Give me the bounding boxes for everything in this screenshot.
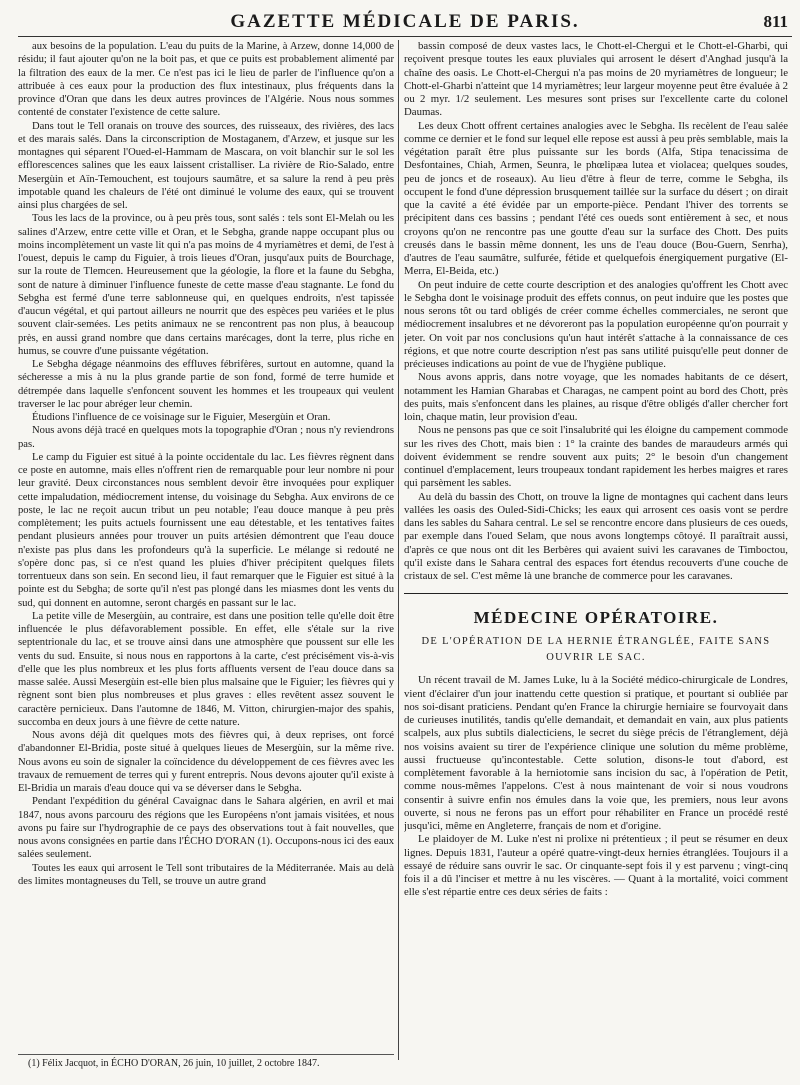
- journal-title: GAZETTE MÉDICALE DE PARIS.: [230, 11, 580, 32]
- paragraph: Le camp du Figuier est situé à la pointe occidentale du lac. Les fièvres règnent dans ce poste en automne, mais elles n'offrent rien de remarquable pour leur nombre ni pour leur gravité. Deux circonstances nous semblent devoir être invoquées pour expliquer cette impaludation, médiocrement intense, du voisinage du Sebgha. Aux environs de ce poste, le lac ne reçoit aucun tribut un peu notable; l'eau douce manque à peu près complètement; les puits actuels fournissent une eau détestable, et les tentatives faites pendant plusieurs années pour trouver un puits artésien démontrent que l'eau douce n'existe pas plus dans les profondeurs qu'à la superficie. Le mélange si redouté ne s'opère donc pas, si ce n'est quand les pluies d'hiver précipitent quelques filets torrentueux dans son sein. En second lieu, il faut remarquer que le Figuier est situé à la pointe est du Sebgha; de sorte qu'il n'est pas plongé dans les miasmes dont les vents du sud, qui donnent en automne, seront chargés en passant sur le lac.: [18, 451, 394, 609]
- paragraph: On peut induire de cette courte description et des analogies qu'offrent les Chott avec le Sebgha dont le voisinage produit des effets connus, on peut induire que les postes que nous serons tôt ou tard obligés de créer comme échelles commerciales, ne seront que médiocrement insalubres et ne dévoreront pas la population européenne qu'on pourrait y jeter. On voit par nos conclusions qu'un haut intérêt s'attache à la connaissance de ces régions, et que notre courte description n'est pas sans utilité puisqu'elle peut donner de précieuses indications au point de vue de l'hygiène publique.: [404, 278, 788, 370]
- paragraph: Nous avons déjà dit quelques mots des fièvres qui, à deux reprises, ont forcé d'abandonner El-Bridia, poste situé à quelques lieues de Mesergùin, sur la même rive. Nous avons eu soin de signaler la coïncidence du développement de ces fièvres avec les travaux de remuement de terres qui y furent entrepris. Nous devons ajouter qu'il existe à El-Bridia un marais d'eau douce qui va se déverser dans le Sebgha.: [18, 730, 394, 794]
- paragraph: Étudions l'influence de ce voisinage sur le Figuier, Mesergùin et Oran.: [32, 412, 331, 423]
- paragraph: Dans tout le Tell oranais on trouve des sources, des ruisseaux, des rivières, des lacs et des marais salés. Dans la circonscription de Mostaganem, d'Arzew, et jusque sur les montagnes qui séparent l'Oued-el-Hammam de Mascara, on voit blanchir sur le sol les efflorescences salines que les eaux laissent cristalliser. La rivière de Rio-Salado, entre Mesergùin et Aïn-Temouchent, est toujours saumâtre, et sa salure la rend à peu près impotable quand les chaleurs de l'été ont diminué le volume des eaux, qui se trouvent ainsi plus chargées de sel.: [18, 120, 394, 211]
- paragraph: Les deux Chott offrent certaines analogies avec le Sebgha. Ils recèlent de l'eau salée comme ce dernier et le fond sur lequel elle repose est aussi à peu près semblable, mais la végétation paraît être plus puissante sur les bords (Alfa, Stipa tenacissima de Desfontaines, Chiah, Armen, Seunra, le phœlipæa lutea et violacea; quelques soudes, peu de joncs et de roseaux). Au lieu d'être à fleur de terre, comme le Sebgha, ils occupent le fond d'une dépression brusquement taillée sur la surface du désert ; on dirait que la cavité a été évidée par un emporte-pièce. Pendant l'hiver des torrents se précipitent dans ces bassins ; pendant l'été ces oueds sont entièrement à sec, et nous croyons qu'on ne rencontre pas une goutte d'eau sur la surface des Chott. Des puits creusés dans le bassin même donnent, les uns de l'eau douce (Bou-Guern, Senrha), d'autres de l'eau saumâtre, sulfurée, fétide et quelquefois énergiquement purgative (El-Merra, El-Beida, etc.): [404, 119, 788, 278]
- paragraph: Nous avons déjà tracé en quelques mots la topographie d'Oran ; nous n'y reviendrons pas.: [18, 425, 394, 450]
- right-column: [404, 40, 788, 1070]
- page-header: [18, 0, 792, 37]
- section-title: MÉDECINE OPÉRATOIRE.: [473, 608, 719, 628]
- paragraph: Tous les lacs de la province, ou à peu près tous, sont salés : tels sont El-Melah ou les salines d'Arzew, entre cette ville et Oran, et le Sebgha, grande nappe occupant plus ou moins incomplètement un vaste lit qui n'a pas moins de 4 myriamètres et demi, de l'est à l'ouest, depuis le camp du Figuier, à trois lieues d'Oran, jusqu'aux puits de Bourchage, sur la route de Tlemcen. Heureusement que la géologie, la flore et la faune du Sebgha, sont de nature à diminuer l'influence funeste de cette masse d'eau stagnante. Le fond du Sebgha est fermé d'une terre sablonneuse qui, en quelques endroits, n'est tapissée d'aucun végétal, et qui partout ailleurs ne nourrit que des espèces peu variées et le plus souvent clair-semées. Les petits animaux ne se rencontrent pas non plus, à beaucoup près, en aussi grand nombre que dans certains marécages, dont la terre, plus riche en humus, se couvre d'une puissante végétation.: [18, 213, 394, 357]
- section-rule: [404, 593, 788, 594]
- left-column-body: [18, 40, 394, 1048]
- paragraph: Pendant l'expédition du général Cavaignac dans le Sahara algérien, en avril et mai 1847, nous avons parcouru des régions que les Européens n'ont jamais visitées, et nous avons pu faire sur l'hydrographie de ce pays des observations tout à fait nouvelles, que nous avons consignées en partie dans l'ÉCHO D'ORAN (1). Occupons-nous ici des eaux salées seulement.: [18, 796, 394, 861]
- left-column: [18, 40, 394, 1070]
- paragraph: Nous avons appris, dans notre voyage, que les nomades habitants de ce désert, notamment les Hamian Gharabas et Charagas, ne campent point au bord des Chott, près des puits, mais s'enfoncent dans les plaines, au risque d'être obligés d'aller chercher fort loin, chaque matin, leur provision d'eau.: [404, 371, 788, 423]
- columns: [18, 40, 792, 1070]
- paragraph: aux besoins de la population. L'eau du puits de la Marine, à Arzew, donne 14,000 de résidu; il faut ajouter qu'on ne la boit pas, et que ce puits est probablement alimenté par la filtration des eaux de la mer. Ce n'est pas ici le lieu de parler de l'influence qu'on a attribuée à ces eaux pour la production des flux intestinaux, plus fréquents dans la province d'Oran que dans les deux autres provinces de l'Algérie. Nous nous sommes contenté de constater l'existence de cette salure.: [18, 41, 394, 119]
- footnote: (1) Félix Jacquot, in ÉCHO D'ORAN, 26 juin, 10 juillet, 2 octobre 1847.: [18, 1054, 394, 1070]
- column-divider: [398, 40, 399, 1060]
- paragraph: Le Sebgha dégage néanmoins des effluves fébrifères, surtout en automne, quand la sécheresse a mis à nu la plus grande partie de son fond, formé de terre humide et détrempée dans laquelle s'enfoncent souvent les hommes et les troupeaux qui veulent traverser le lac pour abréger leur chemin.: [18, 359, 394, 410]
- paragraph: Toutes les eaux qui arrosent le Tell sont tributaires de la Méditerranée. Mais au delà des limites montagneuses du Tell, se trouve un autre grand: [18, 862, 394, 887]
- paragraph: Le plaidoyer de M. Luke n'est ni prolixe ni prétentieux ; il peut se résumer en deux lignes. Depuis 1831, l'auteur a opéré quatre-vingt-deux hernies étranglées. Toujours il a essayé de réduire sans ouvrir le sac. Or cinquante-sept fois il y est parvenu ; vingt-cinq fois il a dû l'inciser et mettre à nu les viscères. — Quant à la mortalité, voici comment elle s'est répartie entre ces deux séries de faits :: [404, 833, 788, 899]
- article-title: DE L'OPÉRATION DE LA HERNIE ÉTRANGLÉE, FAITE SANS OUVRIR LE SAC.: [421, 636, 771, 664]
- paragraph: La petite ville de Mesergùin, au contraire, est dans une position telle qu'elle doit être influencée le plus défavorablement possible. En effet, elle s'étale sur la rive septentrionale du lac, et se trouve ainsi dans une atmosphère que poussent sur elle les vents du sud. Ensuite, si nous nous en rapportons à la carte, c'est précisément vis-à-vis d'elle que les plus nombreux et les plus forts affluents versent de l'eau douce dans sa masse salée. Aussi Mesergùin est-elle bien plus malsaine que le Figuier; les fièvres qui y règnent sont bien plus nombreuses et plus graves : elles revêtent assez souvent le caractère pernicieux. Dans l'automne de 1846, M. Vitton, chirurgien-major des spahis, succomba en deux jours à une fièvre de cette nature.: [18, 610, 394, 728]
- paragraph: Au delà du bassin des Chott, on trouve la ligne de montagnes qui cachent dans leurs vallées les oasis des Ouled-Sidi-Chicks; les eaux qui arrosent ces oasis vont se perdre dans les sables du Sahara central. Le sel se rencontre encore dans plusieurs de ces oueds, par exemple dans l'oued Selam, que nous avons longtemps côtoyé. Il paraîtrait aussi, d'après ce que nous ont dit les Berbères qui avaient suivi les caravanes de Timboctou, qu'il existe dans le Sahara central des espaces fort étendus recouverts d'une couche de cristaux de sel. C'est même là une branche de commerce pour les caravanes.: [404, 490, 788, 582]
- paragraph: Nous ne pensons pas que ce soit l'insalubrité qui les éloigne du campement commode sur les rives des Chott, mais bien : 1° la crainte des bandes de maraudeurs armés qui doivent évidemment se rendre souvent aux puits; 2° le besoin d'un changement continuel d'emplacement, leurs troupeaux tondant rapidement les herbes maigres et rares qui parsèment les sables.: [404, 424, 788, 490]
- paragraph: bassin composé de deux vastes lacs, le Chott-el-Chergui et le Chott-el-Gharbi, qui reçoivent presque toutes les eaux pluviales qui arrosent le désert d'Anghad jusqu'à la chaîne des oasis. Le Chott-el-Chergui n'a pas moins de 20 myriamètres de longueur; le Chott-el-Gharbi n'atteint que 14 myriamètres; leur largeur moyenne peut être évaluée à 2 ou 2 myr. 1/2 seulement. Les mesures sont prises sur l'excellente carte du colonel Daumas.: [404, 40, 788, 119]
- paragraph: Un récent travail de M. James Luke, lu à la Société médico-chirurgicale de Londres, vient d'éclairer d'un jour inattendu cette question si pratique, et pourtant si oubliée par nos soi-disant praticiens. Pendant qu'en France la chirurgie herniaire se fourvoyait dans de curieuses inutilités, tandis qu'elle demandait, et demandait en vain, aux plus patients scalpels, aux plus subtils dialecticiens, le secret du siège précis de l'étranglement, déjà nos voisins avaient su tirer de l'expérience clinique une solution du même problème, aussi fructueuse qu'incontestable. Cette solution, disons-le tout d'abord, est complètement favorable à la herniotomie sans incision du sac, à l'opération de Petit, comme nous-mêmes l'appelons. C'est à nous maintenant de voir si nous voudrons consentir à suivre enfin nos émules dans la voie que, les premiers, nous leur avons ouverte, si nous ne ferons pas un effort pour réhabiliter en France un procédé resté jusqu'ici, même en Angleterre, français de nom et d'origine.: [404, 674, 788, 832]
- page-number: 811: [763, 12, 788, 31]
